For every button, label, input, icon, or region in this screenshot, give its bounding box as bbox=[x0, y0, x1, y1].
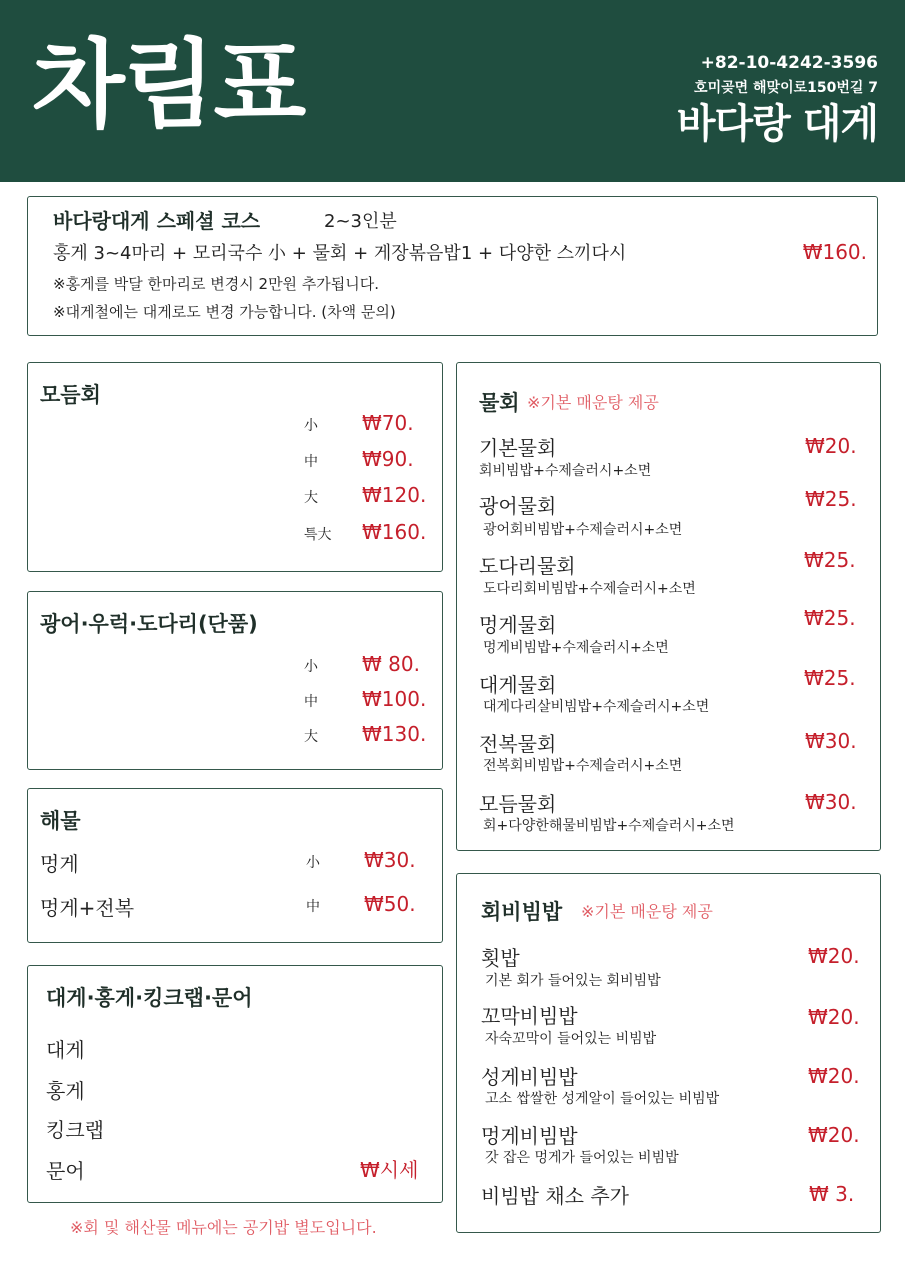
special-course-price: ₩160. bbox=[802, 240, 867, 264]
special-course-note: ※홍게를 박달 한마리로 변경시 2만원 추가됩니다. bbox=[53, 275, 380, 293]
address: 호미곶면 해맞이로150번길 7 bbox=[694, 80, 878, 96]
menu-item-name: 멍게물회 bbox=[479, 613, 557, 637]
menu-item-name: 대게 bbox=[46, 1038, 85, 1062]
footer-note: ※회 및 해산물 메뉴에는 공기밥 별도입니다. bbox=[70, 1218, 377, 1237]
price: ₩30. bbox=[805, 729, 857, 753]
menu-item-description: 갓 잡은 멍게가 들어있는 비빔밥 bbox=[485, 1150, 679, 1166]
size-label: 小 bbox=[304, 659, 318, 675]
menu-item-description: 회+다양한해물비빔밥+수제슬러시+소면 bbox=[483, 818, 735, 834]
menu-item-name: 전복물회 bbox=[479, 732, 557, 756]
price: ₩50. bbox=[364, 892, 416, 916]
price: ₩ 80. bbox=[362, 652, 420, 676]
price: ₩20. bbox=[808, 1123, 860, 1147]
price: ₩130. bbox=[362, 722, 427, 746]
section-title: 회비빔밥 bbox=[481, 900, 563, 924]
price: ₩30. bbox=[805, 790, 857, 814]
price: ₩70. bbox=[362, 411, 414, 435]
menu-item-name: 문어 bbox=[46, 1159, 85, 1183]
price: ₩160. bbox=[362, 520, 427, 544]
header-banner bbox=[0, 0, 905, 182]
section-note: ※기본 매운탕 제공 bbox=[527, 393, 659, 412]
shop-name: 바다랑 대게 bbox=[676, 101, 878, 147]
section-title: 해물 bbox=[40, 809, 81, 833]
size-label: 中 bbox=[306, 899, 320, 915]
price: ₩20. bbox=[805, 434, 857, 458]
menu-item-name: 대게물회 bbox=[479, 673, 557, 697]
menu-item-name: 멍게+전복 bbox=[40, 896, 135, 920]
menu-item-description: 회비빔밥+수제슬러시+소면 bbox=[479, 463, 652, 479]
special-course-box bbox=[27, 196, 878, 336]
special-course-serving: 2~3인분 bbox=[324, 211, 397, 232]
size-label: 大 bbox=[304, 729, 318, 745]
phone-number: +82-10-4242-3596 bbox=[700, 53, 878, 73]
menu-item-name: 모듬물회 bbox=[479, 792, 557, 816]
price: ₩90. bbox=[362, 447, 414, 471]
section-title: 대게·홍게·킹크랩·문어 bbox=[46, 986, 253, 1010]
section-note: ※기본 매운탕 제공 bbox=[581, 902, 713, 921]
menu-item-name: 기본물회 bbox=[479, 436, 557, 460]
size-label: 小 bbox=[304, 418, 318, 434]
menu-item-name: 도다리물회 bbox=[479, 554, 576, 578]
menu-item-name: 비빔밥 채소 추가 bbox=[481, 1184, 629, 1208]
crab-box bbox=[27, 965, 443, 1203]
menu-item-name: 광어물회 bbox=[479, 494, 557, 518]
menu-item-description: 기본 회가 들어있는 회비빔밥 bbox=[485, 973, 661, 989]
bibimbap-box bbox=[456, 873, 881, 1233]
size-label: 中 bbox=[304, 454, 318, 470]
menu-item-name: 멍게비빔밥 bbox=[481, 1124, 578, 1148]
price: ₩25. bbox=[805, 487, 857, 511]
special-course-description: 홍게 3~4마리 + 모리국수 小 + 물회 + 게장볶음밥1 + 다양한 스끼다시 bbox=[53, 243, 627, 264]
menu-item-description: 자숙꼬막이 들어있는 비빔밥 bbox=[485, 1031, 657, 1047]
menu-item-name: 멍게 bbox=[40, 852, 79, 876]
price: ₩25. bbox=[804, 666, 856, 690]
menu-item-description: 전복회비빔밥+수제슬러시+소면 bbox=[483, 758, 683, 774]
price: ₩25. bbox=[804, 606, 856, 630]
menu-item-description: 광어회비빔밥+수제슬러시+소면 bbox=[483, 522, 683, 538]
modeumhoe-box bbox=[27, 362, 443, 572]
menu-item-name: 킹크랩 bbox=[46, 1118, 104, 1142]
menu-item-name: 꼬막비빔밥 bbox=[481, 1004, 578, 1028]
section-title: 모듬회 bbox=[40, 383, 101, 407]
menu-item-description: 멍게비빔밥+수제슬러시+소면 bbox=[483, 640, 669, 656]
price: ₩시세 bbox=[360, 1158, 419, 1182]
price: ₩20. bbox=[808, 1064, 860, 1088]
price: ₩25. bbox=[804, 548, 856, 572]
price: ₩ 3. bbox=[809, 1182, 855, 1206]
menu-item-name: 횟밥 bbox=[481, 946, 520, 970]
size-label: 大 bbox=[304, 490, 318, 506]
special-course-title: 바다랑대게 스페셜 코스 bbox=[53, 209, 261, 233]
menu-item-description: 도다리회비빔밥+수제슬러시+소면 bbox=[483, 581, 696, 597]
size-label: 小 bbox=[306, 855, 320, 871]
seafood-box bbox=[27, 788, 443, 943]
menu-item-name: 성게비빔밥 bbox=[481, 1065, 578, 1089]
single-fish-box bbox=[27, 591, 443, 770]
menu-item-description: 대게다리살비빔밥+수제슬러시+소면 bbox=[483, 699, 710, 715]
mulhoe-box bbox=[456, 362, 881, 851]
size-label: 中 bbox=[304, 694, 318, 710]
price: ₩20. bbox=[808, 1005, 860, 1029]
section-title: 물회 bbox=[479, 391, 520, 415]
section-title: 광어·우럭·도다리(단품) bbox=[40, 612, 258, 636]
special-course-note: ※대게철에는 대게로도 변경 가능합니다. (차액 문의) bbox=[53, 303, 396, 321]
menu-item-description: 고소 쌉쌀한 성게알이 들어있는 비빔밥 bbox=[485, 1091, 720, 1107]
price: ₩100. bbox=[362, 687, 427, 711]
menu-item-name: 홍게 bbox=[46, 1079, 85, 1103]
price: ₩120. bbox=[362, 483, 427, 507]
size-label: 특大 bbox=[304, 527, 332, 543]
price: ₩30. bbox=[364, 848, 416, 872]
menu-board-logo: 차림표 bbox=[32, 29, 305, 141]
price: ₩20. bbox=[808, 944, 860, 968]
